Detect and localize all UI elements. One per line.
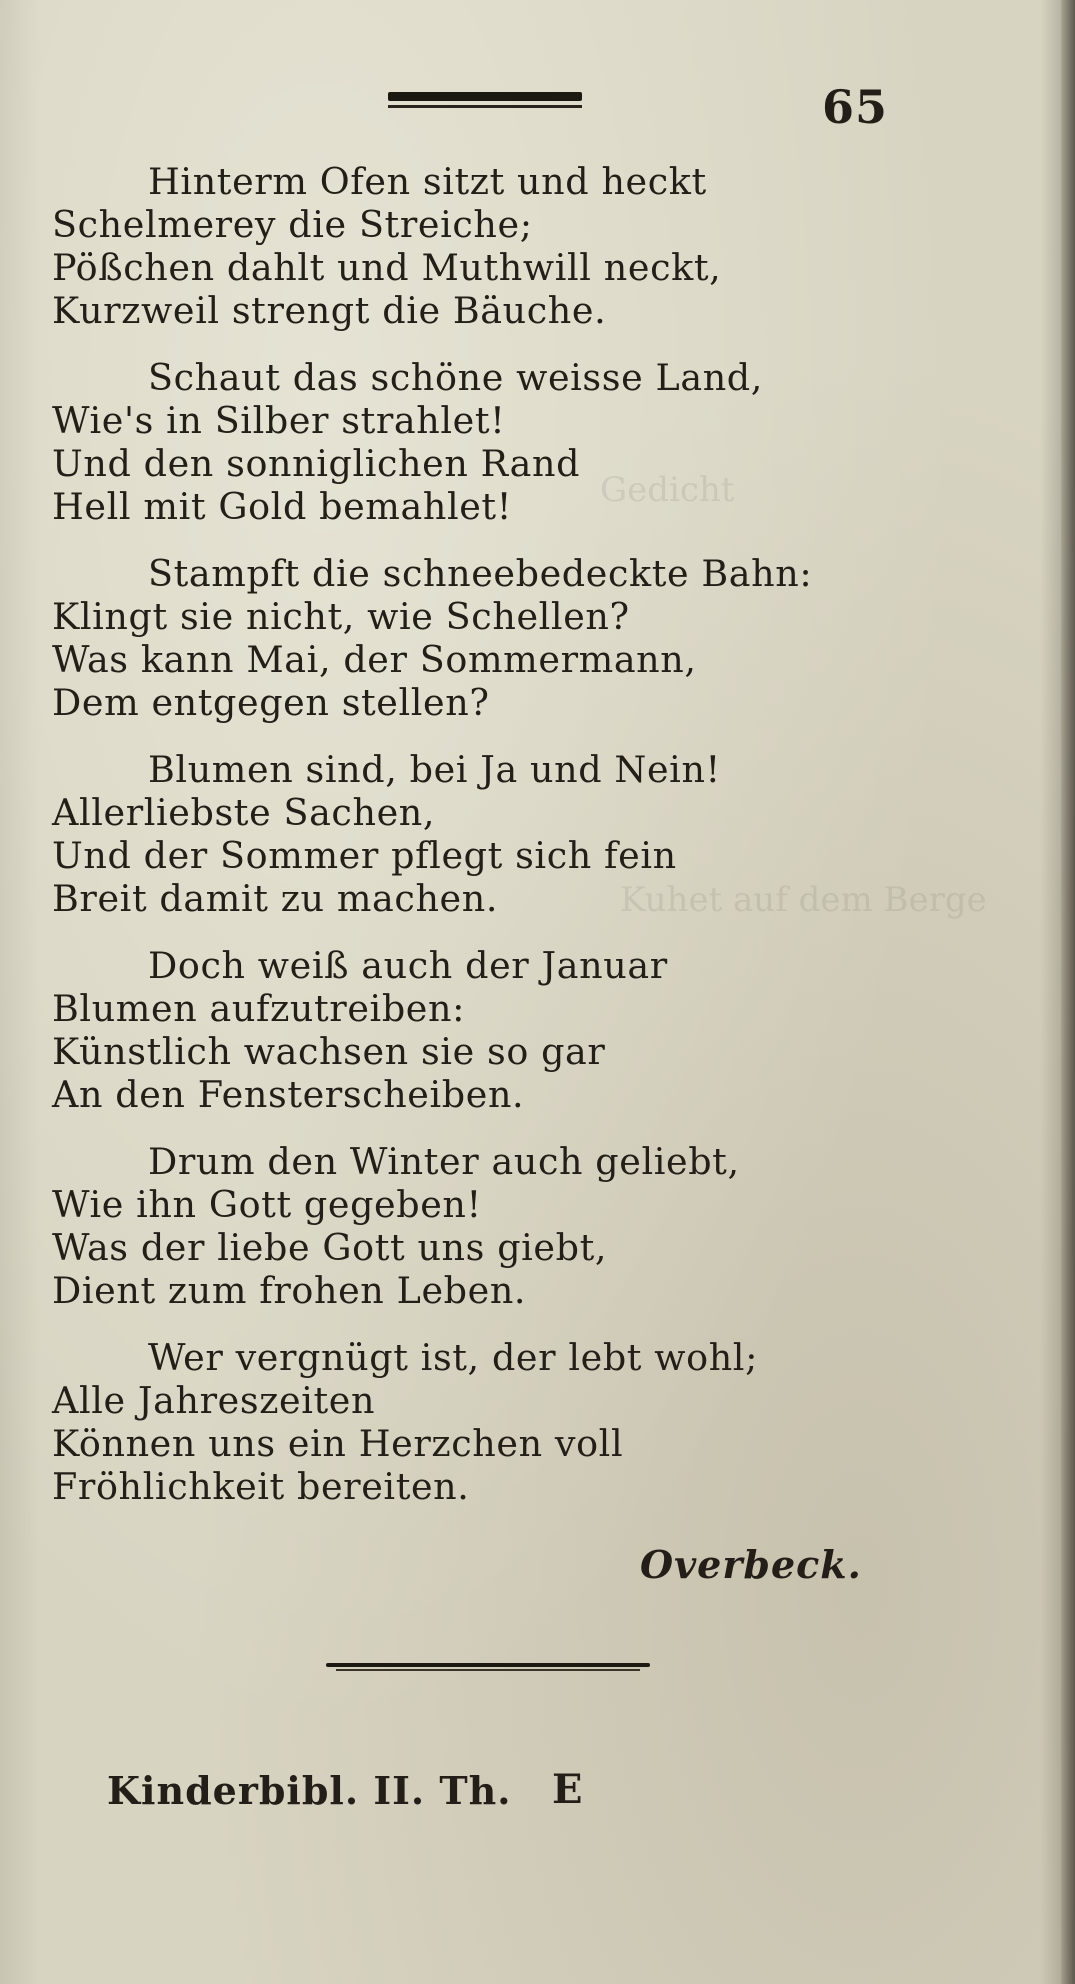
footer-rule-thick xyxy=(326,1663,650,1667)
stanza xyxy=(52,356,932,528)
poem-line: Hell mit Gold bemahlet! xyxy=(52,485,512,528)
poem-line: Dient zum frohen Leben. xyxy=(52,1269,527,1312)
show-through-text: Kuhet auf dem Berge xyxy=(620,880,987,920)
poem-line: Drum den Winter auch geliebt, xyxy=(148,1140,740,1183)
page-number: 65 xyxy=(822,80,889,134)
show-through-text: Gedicht xyxy=(600,470,735,510)
stanza xyxy=(52,944,932,1116)
poem-line: Klingt sie nicht, wie Schellen? xyxy=(52,595,630,638)
stanza xyxy=(52,1140,932,1312)
poem-line: Und der Sommer pflegt sich fein xyxy=(52,834,677,877)
stanza xyxy=(52,748,932,920)
poem xyxy=(52,160,932,1532)
poem-line: Blumen aufzutreiben: xyxy=(52,987,466,1030)
poem-line: Pößchen dahlt und Muthwill neckt, xyxy=(52,246,722,289)
header-rule-thin xyxy=(388,105,582,108)
page-edge-shadow xyxy=(1061,0,1075,1984)
poem-line: Was der liebe Gott uns giebt, xyxy=(52,1226,608,1269)
poem-line: Stampft die schneebedeckte Bahn: xyxy=(148,552,813,595)
footer-rule xyxy=(326,1660,650,1676)
poem-line: Blumen sind, bei Ja und Nein! xyxy=(148,748,721,791)
poem-line: Wie ihn Gott gegeben! xyxy=(52,1183,482,1226)
poem-line: Schaut das schöne weisse Land, xyxy=(148,356,763,399)
header-rule-thick xyxy=(388,92,582,101)
header-rule xyxy=(388,90,582,112)
printer-signature-letter: E xyxy=(552,1766,583,1813)
stanza xyxy=(52,160,932,332)
poem-line: Doch weiß auch der Januar xyxy=(148,944,668,987)
footer-rule-thin xyxy=(336,1669,640,1671)
poem-line: Wie's in Silber strahlet! xyxy=(52,399,506,442)
poem-author: Overbeck. xyxy=(640,1542,862,1587)
poem-line: Allerliebste Sachen, xyxy=(52,791,436,834)
poem-line: Alle Jahreszeiten xyxy=(52,1379,376,1422)
stanza xyxy=(52,552,932,724)
poem-line: Schelmerey die Streiche; xyxy=(52,203,533,246)
stanza xyxy=(52,1336,932,1508)
poem-line: Kurzweil strengt die Bäuche. xyxy=(52,289,607,332)
poem-line: Künstlich wachsen sie so gar xyxy=(52,1030,606,1073)
poem-line: An den Fensterscheiben. xyxy=(52,1073,525,1116)
poem-line: Breit damit zu machen. xyxy=(52,877,499,920)
poem-line: Hinterm Ofen sitzt und heckt xyxy=(148,160,707,203)
poem-line: Wer vergnügt ist, der lebt wohl; xyxy=(148,1336,758,1379)
poem-line: Dem entgegen stellen? xyxy=(52,681,490,724)
printer-signature-mark: Kinderbibl. II. Th. xyxy=(107,1768,512,1813)
poem-line: Fröhlichkeit bereiten. xyxy=(52,1465,470,1508)
poem-line: Und den sonniglichen Rand xyxy=(52,442,581,485)
poem-line: Können uns ein Herzchen voll xyxy=(52,1422,624,1465)
poem-line: Was kann Mai, der Sommermann, xyxy=(52,638,697,681)
